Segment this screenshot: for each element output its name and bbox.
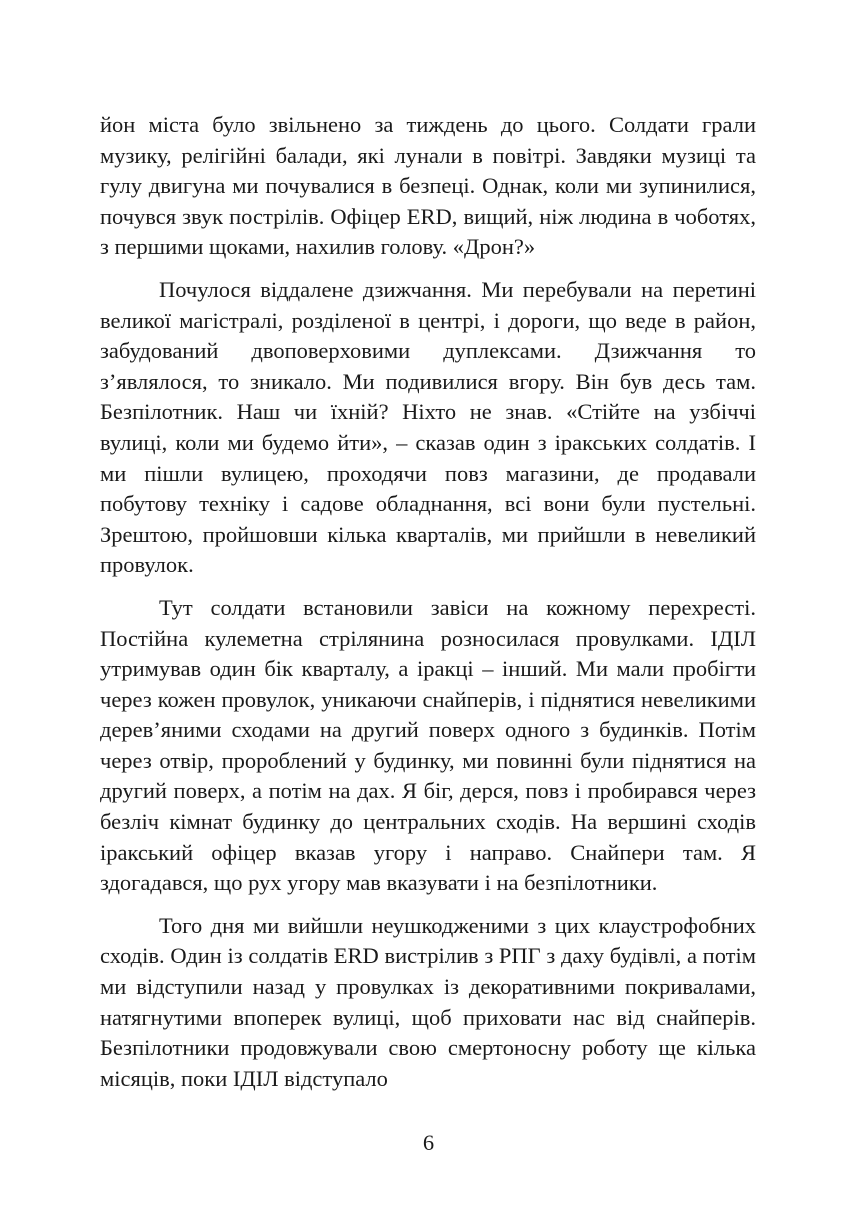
paragraph-2: Почулося віддалене дзижчання. Ми перебували на перетині великої магістралі, розділеної в центрі, і дороги, що веде в район, забудований двоповерховими дуплексами. Дзижчання то з’являлося, то зникало. Ми подивилися вгору. Він був десь там. Безпілотник. Наш чи їхній? Ніхто не знав. «Стійте на узбіччі вулиці, коли ми будемо йти», – сказав один з іракських солдатів. І ми пішли вулицею, проходячи повз магазини, де продавали побутову техніку і садове обладнання, всі вони були пустельні. Зрештою, пройшовши кілька кварталів, ми прийшли в невеликий провулок.: [100, 276, 756, 578]
page-number: 6: [422, 1130, 435, 1155]
paragraph-4: Того дня ми вийшли неушкодженими з цих клаустрофобних сходів. Один із солдатів ERD вистрілив з РПГ з даху будівлі, а потім ми відступили назад у провулках із декоративними покривалами, натягнутими впоперек вулиці, щоб приховати нас від снайперів. Безпілотники продовжували свою смертоносну роботу ще кілька місяців, поки ІДІЛ відступало: [100, 912, 756, 1091]
paragraph-1: йон міста було звільнено за тиждень до цього. Солдати грали музику, релігійні балади, які лунали в повітрі. Завдяки музиці та гулу двигуна ми почувалися в безпеці. Однак, коли ми зупинилися, почувся звук пострілів. Офіцер ERD, вищий, ніж людина в чоботях, з першими щоками, нахилив голову. «Дрон?»: [100, 112, 756, 260]
page-body: [100, 110, 756, 1106]
paragraph-3: Тут солдати встановили завіси на кожному перехресті. Постійна кулеметна стрілянина розносилася провулками. ІДІЛ утримував один бік кварталу, а іракці – інший. Ми мали пробігти через кожен провулок, уникаючи снайперів, і піднятися невеликими дерев’яними сходами на другий поверх одного з будинків. Потім через отвір, пророблений у будинку, ми повинні були піднятися на другий поверх, а потім на дах. Я біг, дерся, повз і пробирався через безліч кімнат будинку до центральних сходів. На вершині сходів іракський офіцер вказав угору і направо. Снайпери там. Я здогадався, що рух угору мав вказувати і на безпілотники.: [100, 594, 756, 896]
